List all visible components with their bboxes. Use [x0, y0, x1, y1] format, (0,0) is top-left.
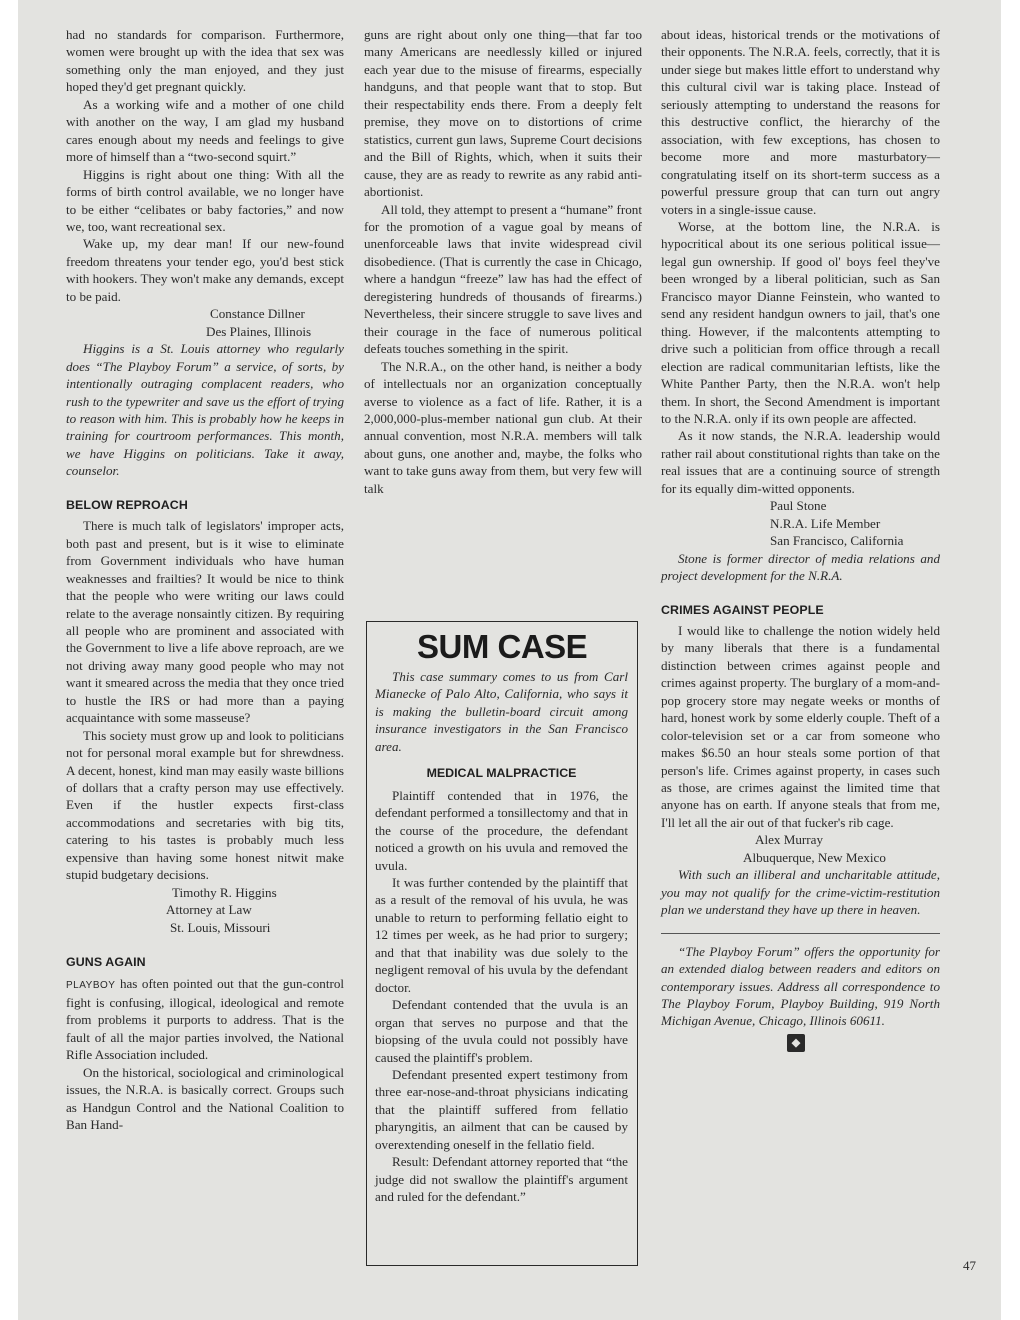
page-number: 47: [963, 1258, 976, 1273]
box-paragraph: It was further contended by the plaintiff that as a result of the removal of his uvula, he was unable to return to performing fellatio eight to 12 times per week, as he had prior to surgery; and that that inability was due solely to the negligent removal of his uvula by the defendant doctor.: [375, 874, 628, 995]
box-paragraph: Defendant presented expert testimony from three ear-nose-and-throat physicians indicating that the plaintiff suffered from fellatio pharyngitis, an ailment that can be caused by overextending oneself in the fellatio field.: [375, 1066, 628, 1152]
paragraph-text: has often pointed out that the gun-control fight is confusing, illogical, ideological and remote from problems it purports to address. That is the fault of all the major parties involved, the National Rifle Association included.: [66, 975, 344, 1063]
signature-place: Albuquerque, New Mexico: [743, 849, 886, 865]
box-paragraph: Result: Defendant attorney reported that “the judge did not swallow the plaintiff's argument and ruled for the defendant.”: [375, 1154, 628, 1205]
signature-place: Des Plaines, Illinois: [206, 323, 312, 339]
divider-rule: [661, 933, 940, 934]
section-heading: GUNS AGAIN: [66, 955, 146, 970]
column-2: [364, 26, 642, 497]
magazine-page: [18, 0, 1001, 1320]
forum-footer-note: “The Playboy Forum” offers the opportunity for an extended dialog between readers and editors on contemporary issues. Address all correspondence to The Playboy Forum, Playboy Building, 919 North Michigan Avenue, Chicago, Illinois 60611.: [661, 943, 940, 1029]
letter-paragraph: Higgins is right about one thing: With all the forms of birth control available, we no longer have to be either “celibates or baby factories,” and now we, too, want recreational sex.: [66, 166, 344, 234]
sum-case-box: [366, 621, 638, 1266]
letter-paragraph: All told, they attempt to present a “humane” front for the promotion of a vague goal by means of unenforceable laws that invite widespread civil disobedience. (That is currently the case in Chicago, where a handgun “freeze” law has had the effect of deregistering hundreds of thousands of firearms.) Nevertheless, their sincere struggle to save lives and their courage in the face of numerous political defeats touches something in the spirit.: [364, 201, 642, 357]
signature-title: Attorney at Law: [166, 902, 252, 918]
signature-name: Paul Stone: [770, 498, 827, 514]
signature-title: N.R.A. Life Member: [770, 515, 881, 531]
box-paragraph: Defendant contended that the uvula is an organ that serves no purpose and that the biopsing of the uvula could not possibly have caused the plaintiff's problem.: [375, 997, 628, 1065]
section-heading: CRIMES AGAINST PEOPLE: [661, 602, 824, 617]
editor-note: With such an illiberal and uncharitable attitude, you may not qualify for the crime-victim-restitution plan we understand they have up there in heaven.: [661, 867, 940, 918]
letter-paragraph: guns are right about only one thing—that far too many Americans are needlessly killed or injured each year due to the misuse of firearms, especially handguns, and that people want that to stop. But their respectability ends there. From a deeply felt premise, they move on to distortions of crime statistics, current gun laws, Supreme Court decisions and the Bill of Rights, which, when it suits their cause, they are as ready to rewrite as any rabid anti-abortionist.: [364, 27, 642, 200]
box-intro: This case summary comes to us from Carl Mianecke of Palo Alto, California, who says it is making the bulletin-board circuit among insurance investigators in the San Francisco area.: [375, 669, 628, 754]
letter-paragraph: As it now stands, the N.R.A. leadership would rather rail about constitutional rights than take on the real issues that are a continuing source of strength for its equally dim-witted opponents.: [661, 428, 940, 496]
column-1: [66, 26, 344, 1134]
rabbit-head-logo-icon: ◆: [787, 1034, 805, 1052]
editor-note: Stone is former director of media relations and project development for the N.R.A.: [661, 550, 940, 584]
signature-name: Constance Dillner: [210, 306, 305, 322]
letter-paragraph: I would like to challenge the notion widely held by many liberals that there is a fundamental distinction between crimes against people and crimes against property. The burglary of a mom-and-pop grocery store may negate weeks or months of hard, honest work by some elderly couple. Theft of a color-television set or a car from someone who makes $6.50 an hour steals some portion of that person's life. Crimes against property, in cases such as those, are crimes against the limited time that anyone has on earth. If anyone steals that from me, I'll let all the air out of that fucker's rib cage.: [661, 622, 940, 830]
letter-paragraph: had no standards for comparison. Furthermore, women were brought up with the idea that sex was something only the man enjoyed, and they just hoped they'd get pregnant quickly.: [66, 27, 344, 95]
letter-paragraph: On the historical, sociological and criminological issues, the N.R.A. is basically correct. Groups such as Handgun Control and the National Coalition to Ban Hand-: [66, 1064, 344, 1133]
column-3: [661, 26, 940, 1052]
letter-paragraph: [66, 975, 344, 1064]
signature-place: St. Louis, Missouri: [170, 919, 271, 935]
letter-paragraph: There is much talk of legislators' improper acts, both past and present, but is it wise to eliminate from Government individuals who have human weaknesses and frailties? It would be nice to think that the people who were writing our laws could relate to the average nonsaintly citizen. By requiring all people who are prominent and associated with the Government to live a life above reproach, are we not driving away many good people who may not want it smeared across the media that they once tried to hustle the IRS or had more than a paying acquaintance with some masseuse?: [66, 518, 344, 726]
signature-place: San Francisco, California: [770, 533, 904, 549]
letter-paragraph: about ideas, historical trends or the motivations of their opponents. The N.R.A. feels, correctly, that it is under siege but makes little effort to understand why this cultural civil war is taking place. Instead of seriously attempting to understand the reasons for this destructive conflict, the hierarchy of the association, with few exceptions, has chosen to become more and more masturbatory—congratulating itself on its short-term success as a powerful pressure group that can turn out angry voters in a single-issue cause.: [661, 27, 940, 217]
box-heading: MEDICAL MALPRACTICE: [426, 766, 577, 781]
box-paragraph: Plaintiff contended that in 1976, the defendant performed a tonsillectomy and that in the course of the procedure, the defendant noticed a growth on his uvula and removed the uvula.: [375, 787, 628, 873]
editor-note: Higgins is a St. Louis attorney who regularly does “The Playboy Forum” a service, of sorts, by intentionally outraging complacent readers, who rush to the typewriter and save us the effort of trying to reason with him. This is probably how he keeps in training for courtroom performances. This month, we have Higgins on politicians. Take it away, counselor.: [66, 341, 344, 479]
letter-paragraph: Worse, at the bottom line, the N.R.A. is hypocritical about its one serious political issue—legal gun ownership. If good ol' boys feel they've been wronged by a liberal politician, such as San Francisco mayor Dianne Feinstein, who wanted to send any resident handgun owners to jail, that's one thing. However, if the malcontents attempting to drive such a politician from office through a recall election are radical communitarian leftists, like the White Panther Party, then the N.R.A. won't help them. In short, the Second Amendment is important to the N.R.A. only if its own people are affected.: [661, 218, 940, 426]
small-caps-playboy: PLAYBOY: [66, 979, 116, 991]
box-title: SUM CASE: [417, 628, 588, 665]
letter-paragraph: The N.R.A., on the other hand, is neither a body of intellectuals nor an organization conceptually averse to violence as a fact of life. Rather, it is a 2,000,000-plus-member national gun club. At their annual convention, most N.R.A. members will talk about guns, one another and, maybe, the folks who want to take guns away from them, but very few will talk: [364, 358, 642, 496]
signature-name: Timothy R. Higgins: [172, 884, 277, 900]
section-heading: BELOW REPROACH: [66, 497, 188, 512]
letter-paragraph: Wake up, my dear man! If our new-found freedom threatens your tender ego, you'd best stick with hookers. They won't make any demands, except to be paid.: [66, 236, 344, 304]
signature-name: Alex Murray: [755, 832, 823, 848]
letter-paragraph: As a working wife and a mother of one child with another on the way, I am glad my husband cares enough about my needs and feelings to give more of himself than a “two-second squirt.”: [66, 96, 344, 165]
letter-paragraph: This society must grow up and look to politicians not for personal moral example but for shrewdness. A decent, honest, kind man may easily waste billions of dollars that a crafty person may use effectively. Even if the hustler expects first-class accommodations and secretaries with big tits, catering to his tastes is probably much less expensive than having some honest nitwit make stupid budgetary decisions.: [66, 727, 344, 883]
